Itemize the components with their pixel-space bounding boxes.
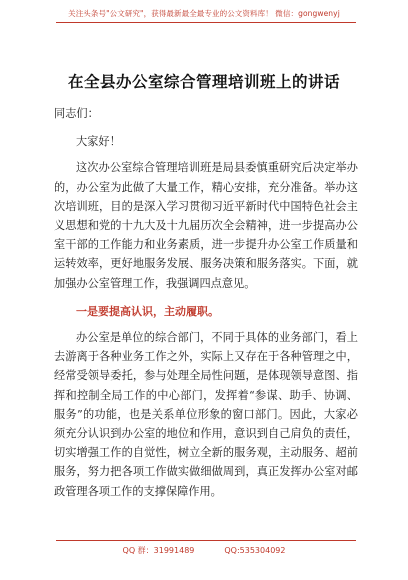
- qq-text: QQ:535304092: [224, 546, 286, 555]
- body-paragraph: 这次办公室综合管理培训班是局县委慎重研究后决定举办的，办公室为此做了大量工作，精心安排，充分准备。举办这次培训班，目的是深入学习贯彻习近平新时代中国特色社会主义思想和党的十九大及十九届历次全会精神，进一步提高办公室干部的工作能力和业务素质，进一步提升办公室工作质量和运转效率，更好地服务发展、服务决策和服务落实。下面，就加强办公室管理工作，我强调四点意见。: [54, 161, 358, 290]
- section-heading: 一是要提高认识，主动履职。: [76, 304, 219, 318]
- qq-group-text: QQ 群：31991489: [122, 546, 195, 555]
- header-divider: [56, 22, 356, 23]
- document-body: [54, 104, 358, 501]
- greeting: 大家好！: [76, 135, 121, 149]
- footer-contact: [0, 545, 408, 556]
- footer-divider: [56, 540, 356, 541]
- document-title: 在全县办公室综合管理培训班上的讲话: [67, 73, 340, 91]
- header-banner: 关注头条号"公文研究"，获得最新最全最专业的公文资料库！ 微信：gongwenyj: [68, 9, 340, 18]
- salutation: 同志们：: [54, 107, 99, 120]
- section-paragraph: 办公室是单位的综合部门，不同于具体的业务部门，看上去游离于各种业务工作之外，实际上又存在于各种管理之中，经常受领导委托，参与处理全局性问题，是体现领导意图、指挥和控制全局工作的中心部门，发挥着“参谋、助手、协调、服务”的功能，也是关系单位形象的窗口部门。因此，大家必须充分认识到办公室的地位和作用，意识到自己肩负的责任，切实增强工作的自觉性，树立全新的服务观，主动服务、超前服务，努力把各项工作做实做细做周到，真正发挥办公室对邮政管理各项工作的支撑保障作用。: [54, 331, 358, 498]
